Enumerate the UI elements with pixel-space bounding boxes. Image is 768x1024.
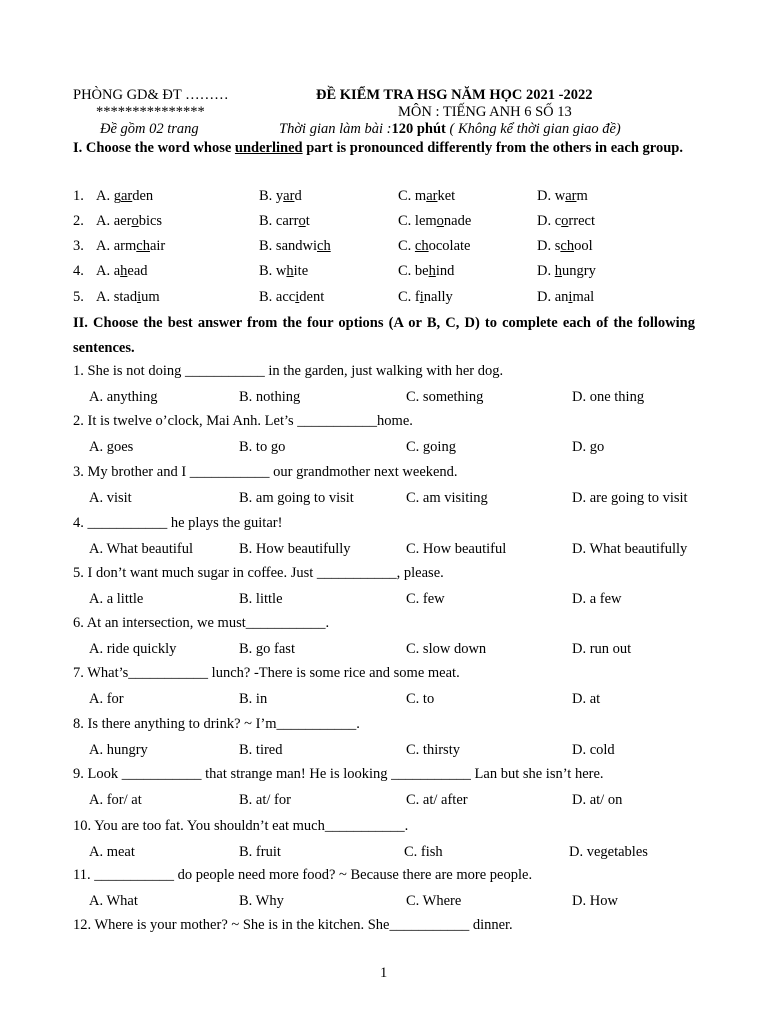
s2-option[interactable]: D. vegetables [569,844,648,860]
s1-option[interactable]: C. market [398,188,456,204]
s1-option[interactable]: D. animal [537,289,595,305]
s1-option[interactable]: B. white [259,263,309,279]
s2-option[interactable]: D. at [572,691,601,707]
s2-question-text: 4. ___________ he plays the guitar! [73,515,283,531]
s2-option[interactable]: B. Why [239,893,284,909]
s1-option[interactable]: A. ahead [96,263,148,279]
s2-option[interactable]: C. Where [406,893,462,909]
underlined-part: ch [136,238,150,254]
s2-option[interactable]: C. am visiting [406,490,488,506]
underlined-part: i [137,289,142,305]
s1-option[interactable]: D. warm [537,188,588,204]
exam-title: ĐỀ KIỂM TRA HSG NĂM HỌC 2021 -2022 [316,87,593,103]
s2-option[interactable]: B. nothing [239,389,301,405]
s1-question-number: 2. [73,213,84,229]
s1-option[interactable]: C. behind [398,263,455,279]
stars-divider: *************** [96,104,205,120]
underlined-part: ar [283,188,295,204]
s2-option[interactable]: D. one thing [572,389,645,405]
time-value: 120 phút [391,121,446,137]
underlined-part: ch [560,238,575,254]
s1-option[interactable]: A. aerobics [96,213,163,229]
s2-option[interactable]: B. tired [239,742,283,758]
underlined-part: o [131,213,139,229]
s2-option[interactable]: B. at/ for [239,792,291,808]
underlined-part: ar [120,188,133,204]
s1-question-number: 5. [73,289,84,305]
s2-question-text: 9. Look ___________ that strange man! He is looking ___________ Lan but she isn’t here. [73,766,604,782]
underlined-part: h [554,263,562,279]
education-office: PHÒNG GD& ĐT ……… [73,87,229,103]
s1-option[interactable]: D. correct [537,213,595,229]
s2-option[interactable]: A. for/ at [89,792,142,808]
s2-question-text: 12. Where is your mother? ~ She is in the kitchen. She___________ dinner. [73,917,513,933]
s2-option[interactable]: A. meat [89,844,135,860]
s2-option[interactable]: C. slow down [406,641,487,657]
s2-option[interactable]: C. thirsty [406,742,460,758]
s2-question-text: 1. She is not doing ___________ in the garden, just walking with her dog. [73,363,504,379]
s2-option[interactable]: A. a little [89,591,144,607]
pages-note: Đề gồm 02 trang [100,121,199,137]
time-suffix: ( Không kể thời gian giao đề) [445,121,621,137]
underlined-part: o [298,213,306,229]
s1-question-number: 3. [73,238,84,254]
s2-option[interactable]: C. something [406,389,484,405]
s2-option[interactable]: B. go fast [239,641,295,657]
s2-option[interactable]: D. a few [572,591,622,607]
section1-title: I. Choose the word whose underlined part is pronounced differently from the others in each group. [73,140,683,156]
s2-option[interactable]: C. How beautiful [406,541,507,557]
s2-option[interactable]: A. hungry [89,742,148,758]
s1-question-number: 1. [73,188,84,204]
s2-option[interactable]: B. fruit [239,844,281,860]
s2-question-text: 3. My brother and I ___________ our grandmother next weekend. [73,464,458,480]
s2-question-text: 8. Is there anything to drink? ~ I’m___________. [73,716,360,732]
s2-option[interactable]: C. fish [404,844,443,860]
s2-option[interactable]: A. goes [89,439,134,455]
underlined-part: ar [426,188,438,204]
s2-option[interactable]: B. little [239,591,283,607]
underlined-part: h [120,263,128,279]
s2-option[interactable]: B. am going to visit [239,490,354,506]
underlined-part: ch [317,238,331,254]
s1-question-number: 4. [73,263,84,279]
s1-option[interactable]: A. armchair [96,238,166,254]
s1-option[interactable]: B. sandwich [259,238,331,254]
underlined-part: i [419,289,424,305]
s2-option[interactable]: A. What [89,893,138,909]
underlined-part: ar [565,188,577,204]
s2-question-text: 7. What’s___________ lunch? -There is some rice and some meat. [73,665,460,681]
s2-option[interactable]: C. few [406,591,445,607]
s2-option[interactable]: C. going [406,439,456,455]
s2-option[interactable]: A. visit [89,490,132,506]
s1-option[interactable]: B. carrot [259,213,310,229]
section2-title: II. Choose the best answer from the four options (A or B, C, D) to complete each of the following sentences. [73,315,695,356]
s2-option[interactable]: B. to go [239,439,286,455]
s2-option[interactable]: D. are going to visit [572,490,688,506]
time-prefix: Thời gian làm bài : [279,121,392,137]
underlined-part: o [561,213,569,229]
s2-option[interactable]: B. How beautifully [239,541,351,557]
s2-option[interactable]: D. What beautifully [572,541,688,557]
underlined-part: h [286,263,294,279]
s1-option[interactable]: C. finally [398,289,453,305]
page-number: 1 [380,965,388,981]
exam-subject: MÔN : TIẾNG ANH 6 SỐ 13 [398,104,572,120]
s2-option[interactable]: D. cold [572,742,615,758]
underlined-part: ch [414,238,429,254]
s2-option[interactable]: B. in [239,691,268,707]
underlined-part: h [428,263,436,279]
s1-option[interactable]: D. school [537,238,593,254]
s2-option[interactable]: D. How [572,893,618,909]
s2-option[interactable]: D. at/ on [572,792,623,808]
s2-option[interactable]: A. ride quickly [89,641,177,657]
s1-option[interactable]: C. chocolate [398,238,471,254]
s1-option[interactable]: A. stadium [96,289,160,305]
s2-question-text: 6. At an intersection, we must___________. [73,615,330,631]
s2-option[interactable]: A. What beautiful [89,541,194,557]
s1-option[interactable]: D. hungry [537,263,596,279]
s2-option[interactable]: D. run out [572,641,632,657]
underlined-part: i [568,289,573,305]
s2-option[interactable]: C. at/ after [406,792,468,808]
s2-option[interactable]: D. go [572,439,605,455]
s2-option[interactable]: A. for [89,691,124,707]
s2-question-text: 10. You are too fat. You shouldn’t eat much___________. [73,818,409,834]
s2-question-text: 2. It is twelve o’clock, Mai Anh. Let’s ___________home. [73,413,413,429]
s1-option[interactable]: C. lemonade [398,213,472,229]
s1-option[interactable]: B. yard [259,188,302,204]
s2-question-text: 5. I don’t want much sugar in coffee. Just ___________, please. [73,565,444,581]
underlined-part: i [295,289,300,305]
s2-option[interactable]: C. to [406,691,435,707]
s1-option[interactable]: A. garden [96,188,154,204]
s1-option[interactable]: B. accident [259,289,325,305]
s2-question-text: 11. ___________ do people need more food? ~ Because there are more people. [73,867,533,883]
underlined-part: o [436,213,444,229]
s2-option[interactable]: A. anything [89,389,158,405]
